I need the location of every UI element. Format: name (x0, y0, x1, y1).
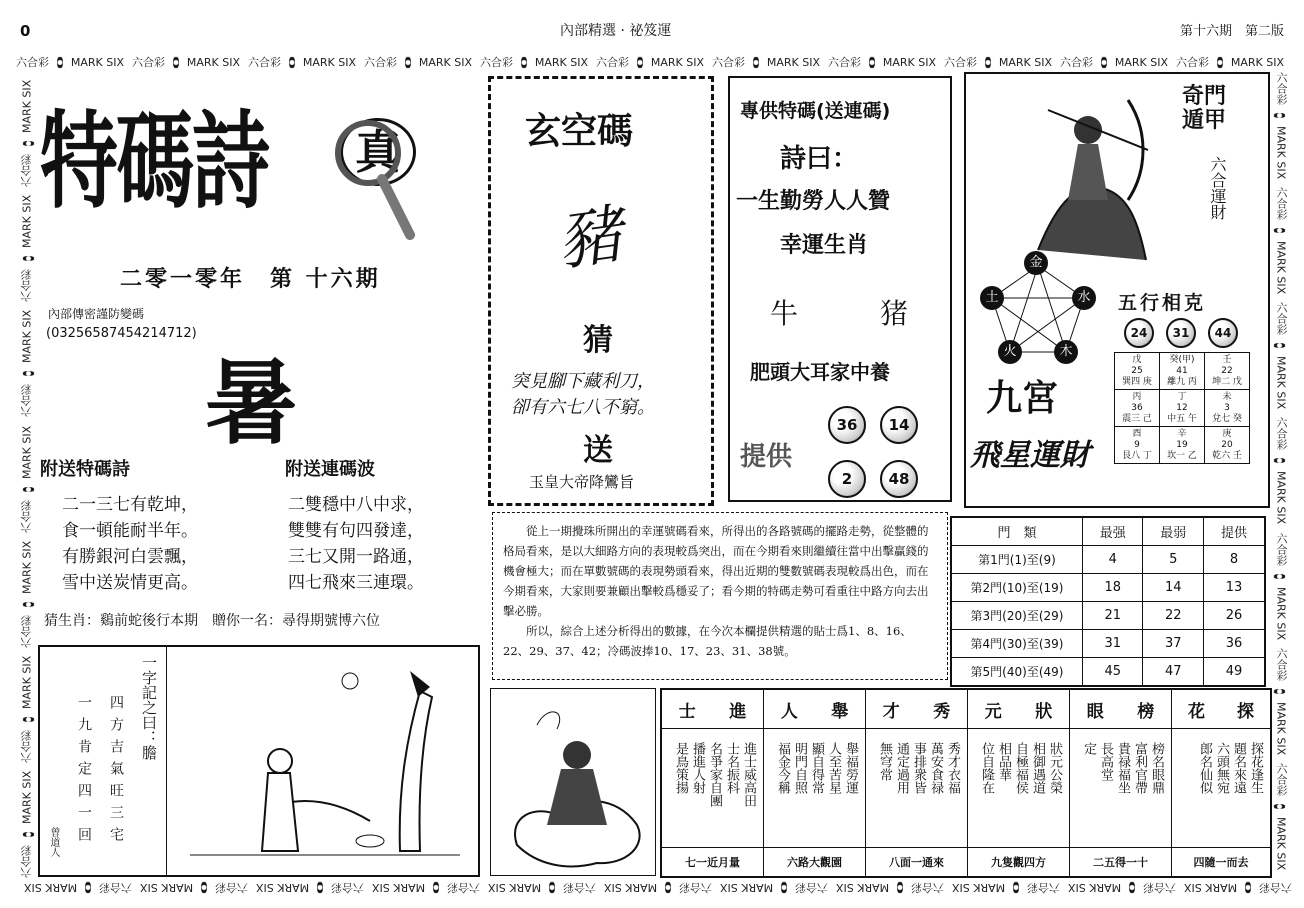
analysis-para-1: 從上一期攪珠所開出的幸運號碼看來，所得出的各路號碼的擺路走勢，從整體的格局看來，是以大細路方向的表現較爲突出，而在今期看來則繼續往當中出擊贏錢的機會極大；而在單數號碼的表現勢頭看來，得出近期的雙數號碼表現較爲出色，而在今期看來，大家則要兼顧出擊較爲穩妥了；看今期的特碼走勢可看重往中路方向去出擊必勝。 (503, 524, 929, 618)
brand-en-text: MARK SIX (20, 80, 34, 134)
column-foot: 八面一通來 (866, 847, 967, 876)
column-foot: 四隨一而去 (1172, 847, 1270, 876)
brand-cn-text: 六合彩 (1275, 762, 1288, 796)
brand-en-text: MARK SIX (952, 881, 1006, 895)
brand-en-text: MARK SIX (1068, 881, 1122, 895)
memo-answer: 膽 (140, 745, 158, 760)
column-yanbang (1070, 690, 1172, 876)
flower-icon (1273, 113, 1286, 118)
brand-cn-text: 六合彩 (1176, 56, 1209, 69)
brand-cn-text: 六合彩 (1027, 881, 1060, 894)
men-cell: 37 (1143, 630, 1203, 658)
provide-label: 提供 (740, 442, 793, 472)
number-ball: 14 (880, 406, 918, 444)
column-renju (764, 690, 866, 876)
brand-cn-text: 六合彩 (1275, 72, 1288, 105)
brand-en-text: MARK SIX (1274, 816, 1288, 870)
column-head: 人 舉 (764, 690, 865, 729)
number-ball: 48 (880, 460, 918, 498)
brand-en-text: MARK SIX (720, 881, 774, 895)
brand-cn-text: 六合彩 (20, 845, 33, 878)
number-ball: 24 (1124, 318, 1154, 348)
flower-icon (781, 882, 787, 895)
brand-cn-text: 六合彩 (364, 56, 397, 69)
brand-en-text: MARK SIX (24, 881, 78, 895)
warrior-illustration (1018, 80, 1158, 280)
special-poem-label: 詩曰： (780, 144, 859, 174)
number-ball: 2 (828, 460, 866, 498)
flower-icon (1273, 343, 1286, 348)
brand-en-text: MARK SIX (488, 881, 542, 895)
brand-en-text: MARK SIX (766, 55, 820, 69)
brand-cn-text: 六合彩 (1275, 532, 1288, 566)
column-caixiu (866, 690, 968, 876)
column-head: 士 進 (662, 690, 763, 729)
xuankong-box (488, 76, 714, 506)
brand-en-text: MARK SIX (372, 881, 426, 895)
flower-icon (405, 56, 411, 69)
jiugong-label: 九宮 (986, 377, 1059, 419)
men-header: 最强 (1083, 517, 1143, 546)
men-cell: 31 (1083, 630, 1143, 658)
column-body: 狀元公榮 相御遇道 自極福侯 相品華 位自隆在 (979, 742, 1062, 794)
flower-icon (1273, 458, 1286, 463)
men-header: 最弱 (1143, 517, 1203, 546)
special-line-1: 一生勤勞人人贊 (736, 189, 891, 214)
memo-line-1: 四方吉氣旺三宅 (108, 695, 124, 849)
brand-cn-text: 六合彩 (944, 56, 977, 69)
flower-icon (22, 832, 35, 837)
brand-en-text: MARK SIX (256, 881, 310, 895)
brand-cn-text: 六合彩 (20, 729, 33, 763)
memo-line-2: 一九肯定四一回 (76, 695, 92, 849)
column-body: 舉福勞運 人至苦星 顯自得常 明門自照 福金今稱 (775, 742, 858, 794)
secret-code: (03256587454214712) (46, 326, 197, 341)
flower-icon (289, 56, 295, 69)
men-cell: 第4門(30)至(39) (951, 630, 1083, 658)
memo-title-text: 一字記之曰： (140, 655, 158, 745)
element-wood: 木 (1054, 340, 1078, 364)
column-foot: 六路大觀園 (764, 847, 865, 876)
qimen-title: 奇門遁甲 (1181, 83, 1226, 133)
table-row (951, 658, 1265, 687)
special-code-box (728, 76, 952, 502)
flower-icon (22, 717, 35, 722)
brand-cn-text: 六合彩 (1143, 881, 1176, 894)
column-body: 秀才衣福 萬安食禄 事排衆皆 通定過用 無穹常 (877, 742, 960, 794)
flower-icon (549, 882, 555, 895)
left-border-strip (16, 72, 38, 878)
flower-icon (665, 882, 671, 895)
table-row (951, 574, 1265, 602)
wave-line: 二雙穩中八中求， (288, 495, 424, 515)
brand-en-text: MARK SIX (1274, 701, 1288, 755)
brand-en-text: MARK SIX (20, 770, 34, 824)
header-center-text: 內部精選 · 祕笈運 (560, 23, 672, 39)
brand-en-text: MARK SIX (20, 195, 34, 249)
year-issue: 二零一零年 第 十六期 (120, 266, 381, 292)
brand-en-text: MARK SIX (186, 55, 240, 69)
number-ball: 36 (828, 406, 866, 444)
deity-illustration (497, 695, 651, 871)
palace-cell: 壬 22 坤二 戊 (1205, 353, 1250, 390)
column-body: 榜名眼鼎 富利官帶 貴禄福坐 長高堂 定 (1081, 742, 1164, 794)
brand-cn-text: 六合彩 (911, 881, 944, 894)
brand-en-text: MARK SIX (20, 540, 34, 594)
table-row (951, 630, 1265, 658)
men-cell: 4 (1083, 546, 1143, 574)
brand-en-text: MARK SIX (1274, 241, 1288, 295)
xuankong-title: 玄空碼 (525, 110, 634, 152)
brand-cn-text: 六合彩 (20, 384, 33, 418)
brand-en-text: MARK SIX (1230, 55, 1284, 69)
edition-label: 第二版 (1245, 24, 1285, 39)
memo-signature: 曾道人 (48, 827, 59, 857)
element-fire: 金 (1024, 251, 1048, 275)
cartoon-illustration (170, 651, 476, 873)
column-head: 元 狀 (968, 690, 1069, 729)
bottom-border-strip (16, 878, 1292, 898)
flower-icon (22, 602, 35, 607)
column-foot: 二五得一十 (1070, 847, 1171, 876)
brand-en-text: MARK SIX (836, 881, 890, 895)
title-badge: 真 (340, 118, 416, 186)
xuankong-script: 豬 (552, 197, 627, 281)
men-cell: 第2門(10)至(19) (951, 574, 1083, 602)
flower-icon (1101, 56, 1107, 69)
flower-icon (22, 256, 35, 261)
men-cell: 45 (1083, 658, 1143, 687)
brand-cn-text: 六合彩 (1275, 647, 1288, 681)
column-head: 才 秀 (866, 690, 967, 729)
table-row (951, 602, 1265, 630)
flower-icon (433, 882, 439, 895)
brand-en-text: MARK SIX (882, 55, 936, 69)
element-earth: 土 (980, 286, 1004, 310)
flower-icon (637, 56, 643, 69)
men-cell: 第1門(1)至(9) (951, 546, 1083, 574)
flower-icon (1273, 574, 1286, 579)
memo-title (139, 655, 160, 760)
brand-en-text: MARK SIX (1274, 471, 1288, 525)
element-fire2: 火 (998, 340, 1022, 364)
column-foot: 七一近月量 (662, 847, 763, 876)
column-yuanzhuang (968, 690, 1070, 876)
brand-cn-text: 六合彩 (712, 56, 745, 69)
brand-cn-text: 六合彩 (20, 614, 33, 648)
brand-cn-text: 六合彩 (248, 56, 281, 69)
poem-line: 有勝銀河白雲飄， (62, 547, 198, 567)
brand-cn-text: 六合彩 (679, 881, 712, 894)
brand-cn-text: 六合彩 (1275, 187, 1288, 221)
nine-palace-grid (1114, 352, 1250, 464)
brand-cn-text: 六合彩 (20, 154, 33, 188)
zodiac-a: 牛 (770, 297, 799, 330)
element-water: 水 (1072, 286, 1096, 310)
guess-zodiac-line: 猜生肖：鷄前蛇後行本期 贈你一名：尋得期號博六位 (44, 613, 380, 629)
brand-cn-text: 六合彩 (1275, 417, 1288, 451)
feixing-label: 飛星運財 (970, 438, 1090, 473)
brand-en-text: MARK SIX (20, 425, 34, 479)
top-border-strip (16, 52, 1292, 72)
men-cell: 14 (1143, 574, 1203, 602)
palace-cell: 庚 20 乾六 壬 (1205, 427, 1250, 464)
flower-icon (57, 56, 63, 69)
brand-cn-text: 六合彩 (1259, 881, 1292, 894)
wave-lines (288, 492, 424, 596)
qimen-subtitle: 六合運財 (1208, 156, 1227, 220)
memo-box (38, 645, 480, 877)
brand-cn-text: 六合彩 (331, 881, 364, 894)
flower-icon (897, 882, 903, 895)
poem-title: 附送特碼詩 (40, 459, 130, 480)
flower-icon (317, 882, 323, 895)
column-body: 進士威高田 士名振科 名爭家自團 播進人射 是鳥策揚 (673, 742, 756, 807)
brand-cn-text: 六合彩 (20, 269, 33, 303)
flower-icon (1217, 56, 1223, 69)
flower-icon (173, 56, 179, 69)
number-ball: 44 (1208, 318, 1238, 348)
palace-cell: 戊 25 巽四 庚 (1115, 353, 1160, 390)
flower-icon (1013, 882, 1019, 895)
palace-cell: 酉 9 艮八 丁 (1115, 427, 1160, 464)
analysis-para-2: 所以，綜合上述分析得出的數據，在今次本欄提供精選的貼士爲1、8、16、22、29、37、42；冷碼波捧10、17、23、31、38號。 (503, 624, 912, 658)
zodiac-b: 猪 (880, 297, 909, 330)
men-cell: 26 (1203, 602, 1265, 630)
brand-en-text: MARK SIX (650, 55, 704, 69)
flower-icon (22, 487, 35, 492)
flower-icon (1273, 228, 1286, 233)
brand-cn-text: 六合彩 (1275, 302, 1288, 336)
special-line-3: 肥頭大耳家中養 (750, 360, 890, 384)
issue-label: 第十六期 (1180, 24, 1233, 39)
brand-cn-text: 六合彩 (16, 56, 49, 69)
men-cell: 13 (1203, 574, 1265, 602)
poem-lines (62, 492, 198, 596)
flower-icon (753, 56, 759, 69)
memo-text-area (40, 647, 167, 875)
main-title (40, 78, 401, 224)
flower-icon (22, 371, 35, 376)
palace-cell: 丙 36 震三 己 (1115, 390, 1160, 427)
brand-cn-text: 六合彩 (563, 881, 596, 894)
men-cell: 22 (1143, 602, 1203, 630)
xuankong-guess: 猜 (583, 323, 613, 358)
brand-en-text: MARK SIX (1274, 126, 1288, 180)
brand-en-text: MARK SIX (604, 881, 658, 895)
brand-cn-text: 六合彩 (215, 881, 248, 894)
wuxing-label: 五行相克 (1118, 292, 1207, 314)
flower-icon (1245, 882, 1251, 895)
men-cell: 8 (1203, 546, 1265, 574)
poem-line: 食一頓能耐半年。 (62, 521, 198, 541)
column-shijin (662, 690, 764, 876)
palace-cell: 丁 12 中五 午 (1160, 390, 1205, 427)
men-header: 門 類 (951, 517, 1083, 546)
flower-icon (201, 882, 207, 895)
big-character: 暑 (205, 349, 298, 457)
brand-en-text: MARK SIX (1114, 55, 1168, 69)
brand-cn-text: 六合彩 (828, 56, 861, 69)
brand-cn-text: 六合彩 (20, 499, 33, 533)
flower-icon (1273, 804, 1286, 809)
brand-en-text: MARK SIX (302, 55, 356, 69)
analysis-box (492, 512, 948, 680)
special-title: 專供特碼(送連碼) (740, 100, 891, 122)
flower-icon (521, 56, 527, 69)
brand-cn-text: 六合彩 (99, 881, 132, 894)
special-line-2: 幸運生肖 (780, 233, 869, 258)
brand-cn-text: 六合彩 (1060, 56, 1093, 69)
xuankong-poem-2: 卻有六七八不窮。 (511, 397, 655, 418)
table-row (951, 546, 1265, 574)
flower-icon (985, 56, 991, 69)
men-cell: 第5門(40)至(49) (951, 658, 1083, 687)
bottom-columns (660, 688, 1272, 878)
poem-line: 雪中送炭情更高。 (62, 573, 198, 593)
brand-en-text: MARK SIX (1274, 586, 1288, 640)
men-cell: 21 (1083, 602, 1143, 630)
men-cell: 第3門(20)至(29) (951, 602, 1083, 630)
men-cell: 49 (1203, 658, 1265, 687)
xuankong-poem-1: 突見腳下藏利刀， (511, 371, 655, 392)
wave-line: 三七又開一路通， (288, 547, 424, 567)
brand-en-text: MARK SIX (140, 881, 194, 895)
column-huatan (1172, 690, 1270, 876)
brand-cn-text: 六合彩 (480, 56, 513, 69)
palace-cell: 辛 19 坎一 乙 (1160, 427, 1205, 464)
flower-icon (1129, 882, 1135, 895)
column-foot: 九隻觀四方 (968, 847, 1069, 876)
page-number: 0 (20, 22, 31, 40)
brand-cn-text: 六合彩 (795, 881, 828, 894)
brand-en-text: MARK SIX (998, 55, 1052, 69)
brand-en-text: MARK SIX (20, 655, 34, 709)
brand-cn-text: 六合彩 (447, 881, 480, 894)
magnifier-icon (330, 115, 420, 245)
palace-cell: 癸(甲) 41 離九 丙 (1160, 353, 1205, 390)
flower-icon (22, 141, 35, 146)
brand-en-text: MARK SIX (70, 55, 124, 69)
wave-title: 附送連碼波 (285, 459, 375, 480)
number-ball: 31 (1166, 318, 1196, 348)
column-head: 花 探 (1172, 690, 1270, 729)
title-text: 特碼詩 (40, 102, 269, 224)
flower-icon (85, 882, 91, 895)
brand-en-text: MARK SIX (20, 310, 34, 364)
flower-icon (1273, 689, 1286, 694)
men-table (950, 516, 1266, 687)
brand-en-text: MARK SIX (1274, 356, 1288, 410)
brand-en-text: MARK SIX (1184, 881, 1238, 895)
men-cell: 5 (1143, 546, 1203, 574)
men-cell: 36 (1203, 630, 1265, 658)
qimen-box (964, 72, 1270, 508)
brand-en-text: MARK SIX (418, 55, 472, 69)
men-header: 提供 (1203, 517, 1265, 546)
deity-box (490, 688, 656, 876)
anti-fake-note: 內部傳密謹防變碼 (48, 307, 145, 321)
palace-cell: 未 3 兌七 癸 (1205, 390, 1250, 427)
flower-icon (869, 56, 875, 69)
xuankong-footer: 玉皇大帝降鸞旨 (529, 473, 635, 491)
column-head: 眼 榜 (1070, 690, 1171, 729)
men-cell: 47 (1143, 658, 1203, 687)
men-cell: 18 (1083, 574, 1143, 602)
brand-en-text: MARK SIX (534, 55, 588, 69)
wave-line: 四七飛來三連環。 (288, 573, 424, 593)
poem-line: 二一三七有乾坤， (62, 495, 198, 515)
column-body: 探花逢生 題名來遠 六頭無宛 郎名仙似 (1197, 742, 1263, 794)
right-border-strip (1270, 72, 1292, 878)
brand-cn-text: 六合彩 (132, 56, 165, 69)
wave-line: 雙雙有句四發達， (288, 521, 424, 541)
xuankong-send: 送 (583, 433, 613, 468)
brand-cn-text: 六合彩 (596, 56, 629, 69)
